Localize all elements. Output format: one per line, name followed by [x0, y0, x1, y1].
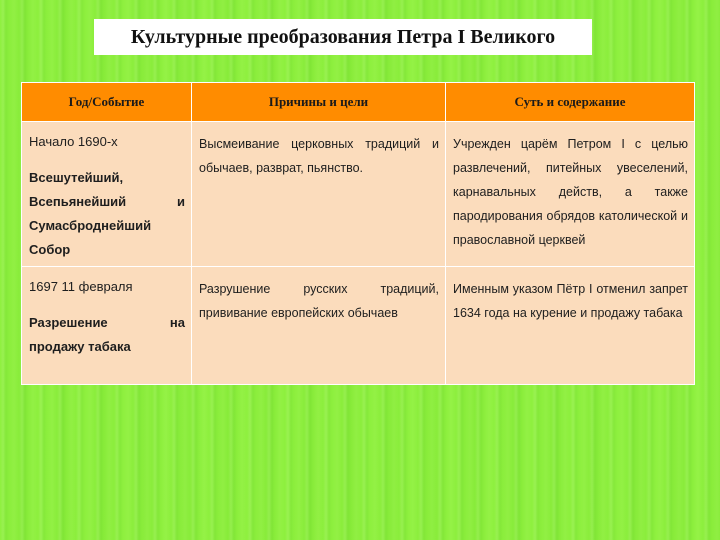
essence-text: Учрежден царём Петром I с целью развлечений, питейных увеселений, карнавальных действ, а также пародирования обрядов католической и православной церквей — [453, 137, 688, 247]
page-title: Культурные преобразования Петра I Великого — [130, 25, 556, 48]
table-row — [22, 267, 695, 385]
cell-essence — [446, 267, 695, 385]
table-header-row — [22, 83, 695, 122]
essence-text: Именным указом Пётр I отменил запрет 1634 года на курение и продажу табака — [453, 282, 688, 320]
event-name: Всешутейший, Всепьянейший и Сумасброднейший Собор — [29, 170, 185, 257]
event-date: 1697 11 февраля — [29, 279, 133, 294]
reforms-table — [21, 82, 695, 385]
title-box — [94, 19, 592, 55]
cell-year-event — [22, 122, 192, 267]
header-essence: Суть и содержание — [446, 83, 695, 122]
cell-reasons — [192, 267, 446, 385]
reasons-text: Разрушение русских традиций, прививание европейских обычаев — [199, 282, 439, 320]
cell-essence — [446, 122, 695, 267]
header-reasons: Причины и цели — [192, 83, 446, 122]
reasons-text: Высмеивание церковных традиций и обычаев, разврат, пьянство. — [199, 137, 439, 175]
table-row — [22, 122, 695, 267]
event-date: Начало 1690-х — [29, 134, 118, 149]
header-year-event: Год/Событие — [22, 83, 192, 122]
cell-reasons — [192, 122, 446, 267]
event-name: Разрешение на продажу табака — [29, 315, 185, 354]
cell-year-event — [22, 267, 192, 385]
